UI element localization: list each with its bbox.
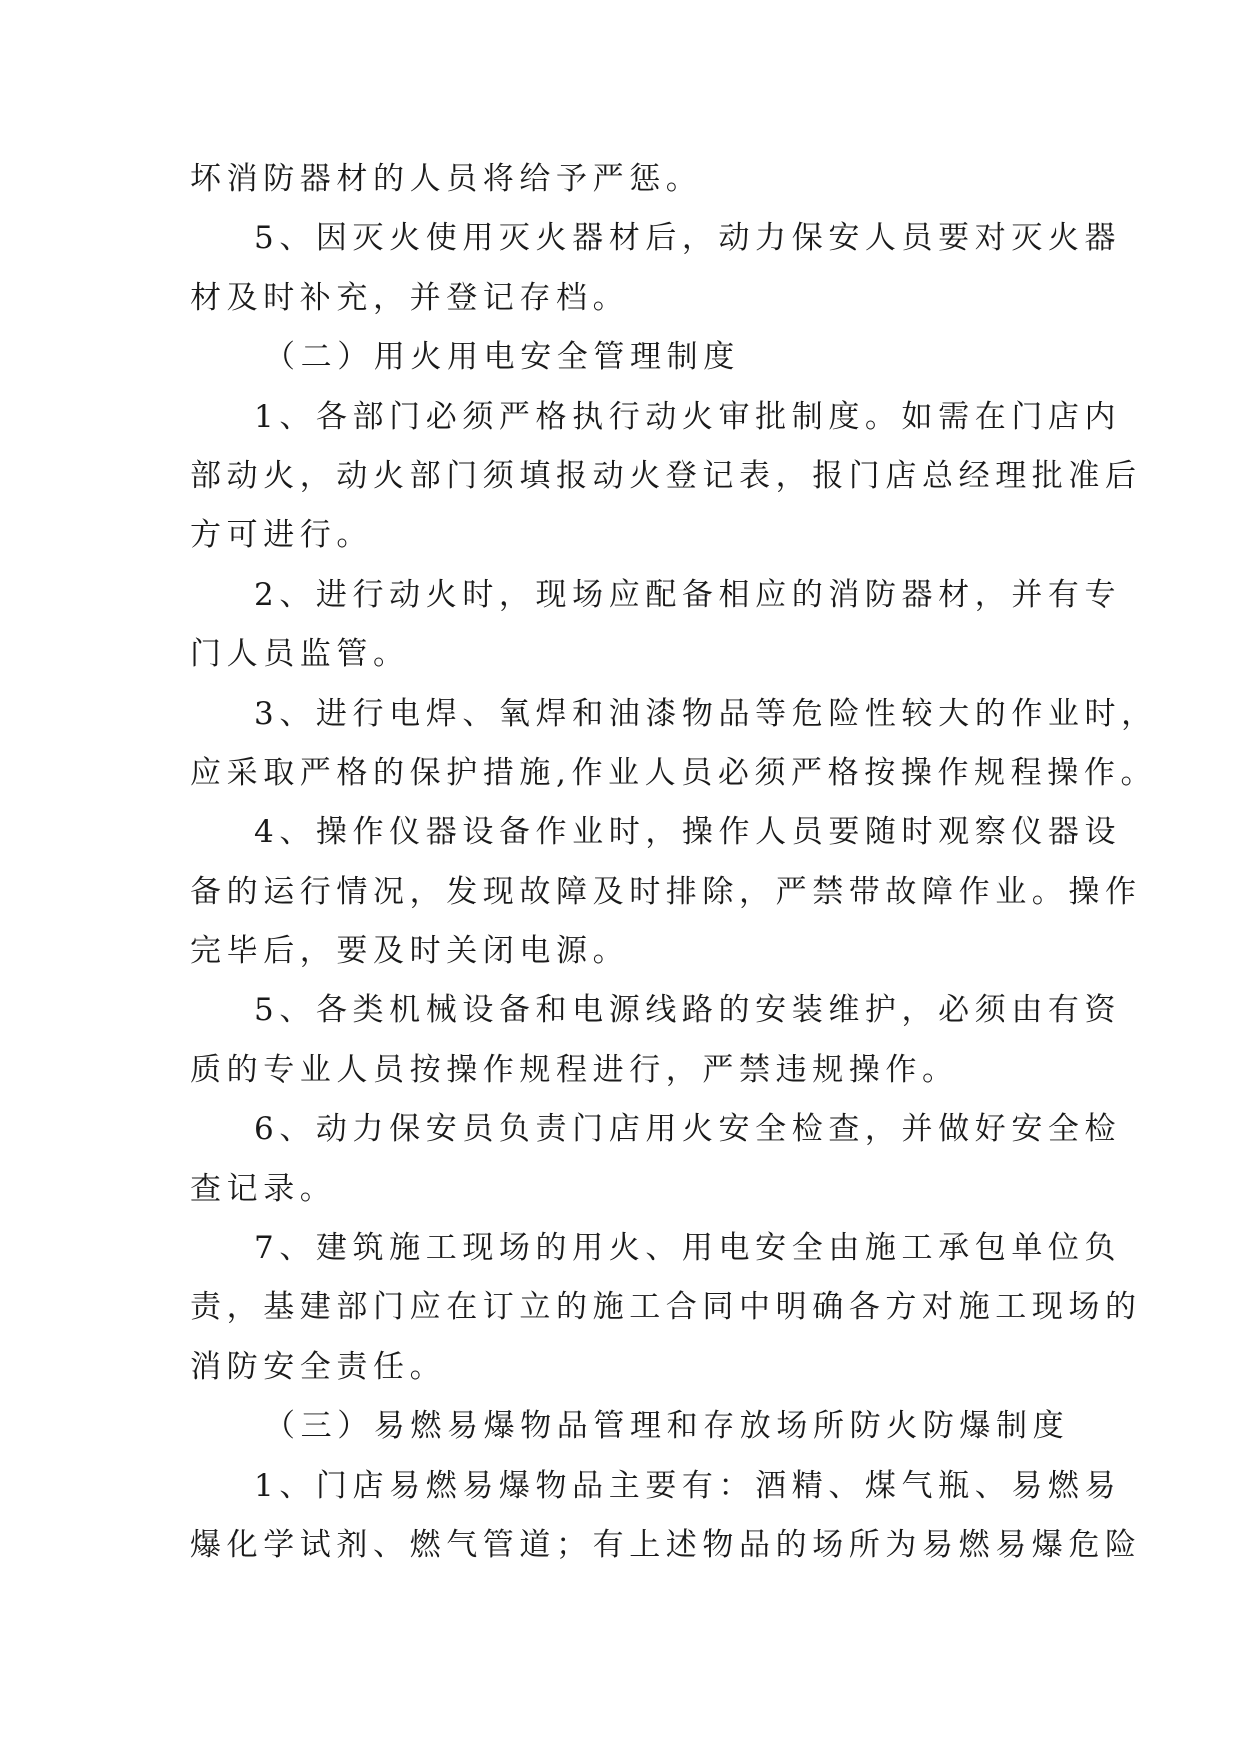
section-heading: （二）用火用电安全管理制度 (264, 339, 740, 376)
text-line: 消防安全责任。 (190, 1348, 447, 1385)
paragraph-start-line: 5、因灭火使用灭火器材后，动力保安人员要对灭火器 (254, 220, 1122, 257)
text-line: 部动火，动火部门须填报动火登记表，报门店总经理批准后 (190, 457, 1142, 494)
paragraph-start-line: 1、各部门必须严格执行动火审批制度。如需在门店内 (254, 398, 1122, 435)
text-line: 查记录。 (190, 1170, 337, 1207)
paragraph-start-line: 4、操作仪器设备作业时，操作人员要随时观察仪器设 (254, 814, 1122, 851)
text-line: 应采取严格的保护措施,作业人员必须严格按操作规程操作。 (190, 754, 1158, 791)
section-heading: （三）易燃易爆物品管理和存放场所防火防爆制度 (264, 1408, 1070, 1445)
paragraph-start-line: 6、动力保安员负责门店用火安全检查，并做好安全检 (254, 1111, 1122, 1148)
text-line: 门人员监管。 (190, 636, 410, 673)
document-body (190, 150, 1158, 1575)
paragraph-start-line: 3、进行电焊、氧焊和油漆物品等危险性较大的作业时， (254, 695, 1158, 732)
paragraph-start-line: 7、建筑施工现场的用火、用电安全由施工承包单位负 (254, 1230, 1122, 1267)
text-line: 方可进行。 (190, 517, 373, 554)
text-line: 完毕后，要及时关闭电源。 (190, 933, 630, 970)
text-line: 备的运行情况，发现故障及时排除，严禁带故障作业。操作 (190, 873, 1142, 910)
text-line: 爆化学试剂、燃气管道；有上述物品的场所为易燃易爆危险 (190, 1526, 1142, 1563)
paragraph-start-line: 2、进行动火时，现场应配备相应的消防器材，并有专 (254, 576, 1122, 613)
paragraph-start-line: 1、门店易燃易爆物品主要有：酒精、煤气瓶、易燃易 (254, 1467, 1122, 1504)
text-line: 坏消防器材的人员将给予严惩。 (190, 161, 703, 197)
text-line: 质的专业人员按操作规程进行，严禁违规操作。 (190, 1051, 959, 1088)
text-line: 责，基建部门应在订立的施工合同中明确各方对施工现场的 (190, 1289, 1142, 1326)
paragraph-start-line: 5、各类机械设备和电源线路的安装维护，必须由有资 (254, 992, 1122, 1029)
text-line: 材及时补充，并登记存档。 (190, 279, 630, 316)
